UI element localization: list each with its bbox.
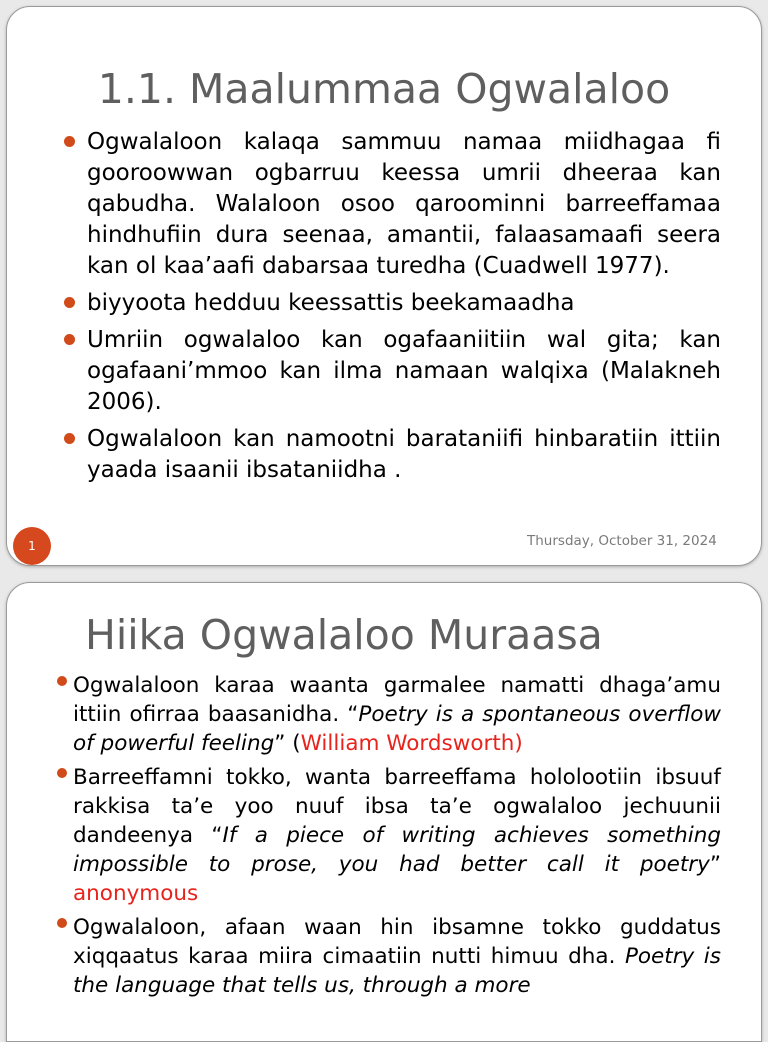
bullet-item (53, 913, 721, 1000)
slide-2 (6, 582, 762, 1042)
quote-text: If a piece of writing achieves something impossible to prose, you had better call it poetry (73, 823, 721, 877)
bullet-text: Ogwalaloon karaa waanta garmalee namatti dhaga’amu ittiin ofirraa baasanidha. “ (73, 673, 721, 727)
bullet-item (53, 671, 721, 758)
quote-text: Poetry is the language that tells us, through a more (73, 944, 721, 998)
bullet-item: Ogwalaloon kan namootni barataniifi hinbaratiin ittiin yaada isaanii ibsataniidha . (61, 424, 721, 486)
quote-author: anonymous (73, 881, 199, 906)
slide-1 (6, 6, 762, 566)
slide-1-bullets (61, 127, 721, 492)
slide-2-title: Hiika Ogwalaloo Muraasa (85, 611, 603, 659)
bullet-item (53, 763, 721, 908)
bullet-item: biyyoota hedduu keessattis beekamaadha (61, 288, 721, 319)
bullet-text: ” ( (274, 731, 301, 756)
bullet-item: Ogwalaloon kalaqa sammuu namaa miidhagaa fi gooroowwan ogbarruu keessa umrii dheeraa kan qabudha. Walaloon osoo qaroominni barreeffamaa hindhufiin dura seenaa, amantii, falaasamaafi seera kan ol kaa’aafi dabarsaa turedha (Cuadwell 1977). (61, 127, 721, 282)
slide-number-badge: 1 (13, 527, 51, 565)
bullet-text: ” (709, 852, 721, 877)
quote-author: William Wordsworth) (300, 731, 523, 756)
slide-2-bullets (53, 671, 721, 1005)
bullet-text: Ogwalaloon, afaan waan hin ibsamne tokko guddatus xiqqaatus karaa miira cimaatiin nutti himuu dha. (73, 915, 721, 969)
bullet-text: Barreeffamni tokko, wanta barreeffama hololootiin ibsuuf rakkisa ta’e yoo nuuf ibsa ta’e ogwalaloo jechuunii dandeenya “ (73, 765, 721, 848)
bullet-item: Umriin ogwalaloo kan ogafaaniitiin wal gita; kan ogafaani’mmoo kan ilma namaan walqixa (Malakneh 2006). (61, 325, 721, 418)
quote-text: Poetry is a spontaneous overflow of powerful feeling (73, 702, 721, 756)
slide-1-title: 1.1. Maalummaa Ogwalaloo (97, 65, 671, 113)
slide-date: Thursday, October 31, 2024 (527, 533, 717, 549)
